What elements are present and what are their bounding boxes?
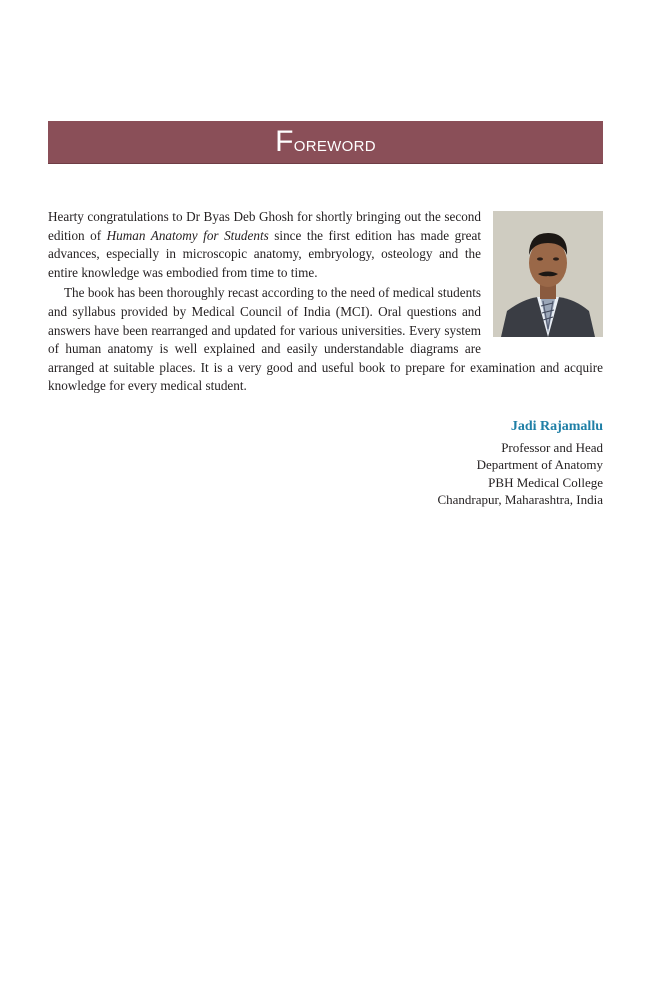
signature-line: Department of Anatomy — [476, 457, 603, 473]
signature-line: PBH Medical College — [488, 474, 603, 490]
author-portrait — [493, 211, 603, 337]
foreword-body — [48, 208, 603, 396]
paragraph-2: The book has been thoroughly recast according to the need of medical students and syllabus provided by Medical Council of India (MCI). Oral questions and answers have been rearranged and updated for various universities. Every system of human anatomy is well explained and easily understandable diagrams are arranged at suitable places. It is a very good and useful book to prepare for examination and acquire knowledge for every medical student. — [48, 285, 603, 394]
signature-name: Jadi Rajamallu — [510, 419, 603, 434]
paragraph-1: Hearty congratulations to Dr Byas Deb Ghosh for shortly bringing out the second edition of Human Anatomy for Students since the first edition has made great advances, especially in microscopic anatomy, embryology, osteology and the entire knowledge was embodied from time to time. — [48, 209, 481, 280]
title-banner — [48, 121, 603, 164]
signature-line: Professor and Head — [501, 439, 603, 455]
signature-line: Chandrapur, Maharashtra, India — [437, 492, 603, 508]
book-title-emphasis: Human Anatomy for Students — [106, 227, 269, 243]
signature-block — [437, 418, 603, 509]
page-title: Foreword — [275, 125, 376, 158]
